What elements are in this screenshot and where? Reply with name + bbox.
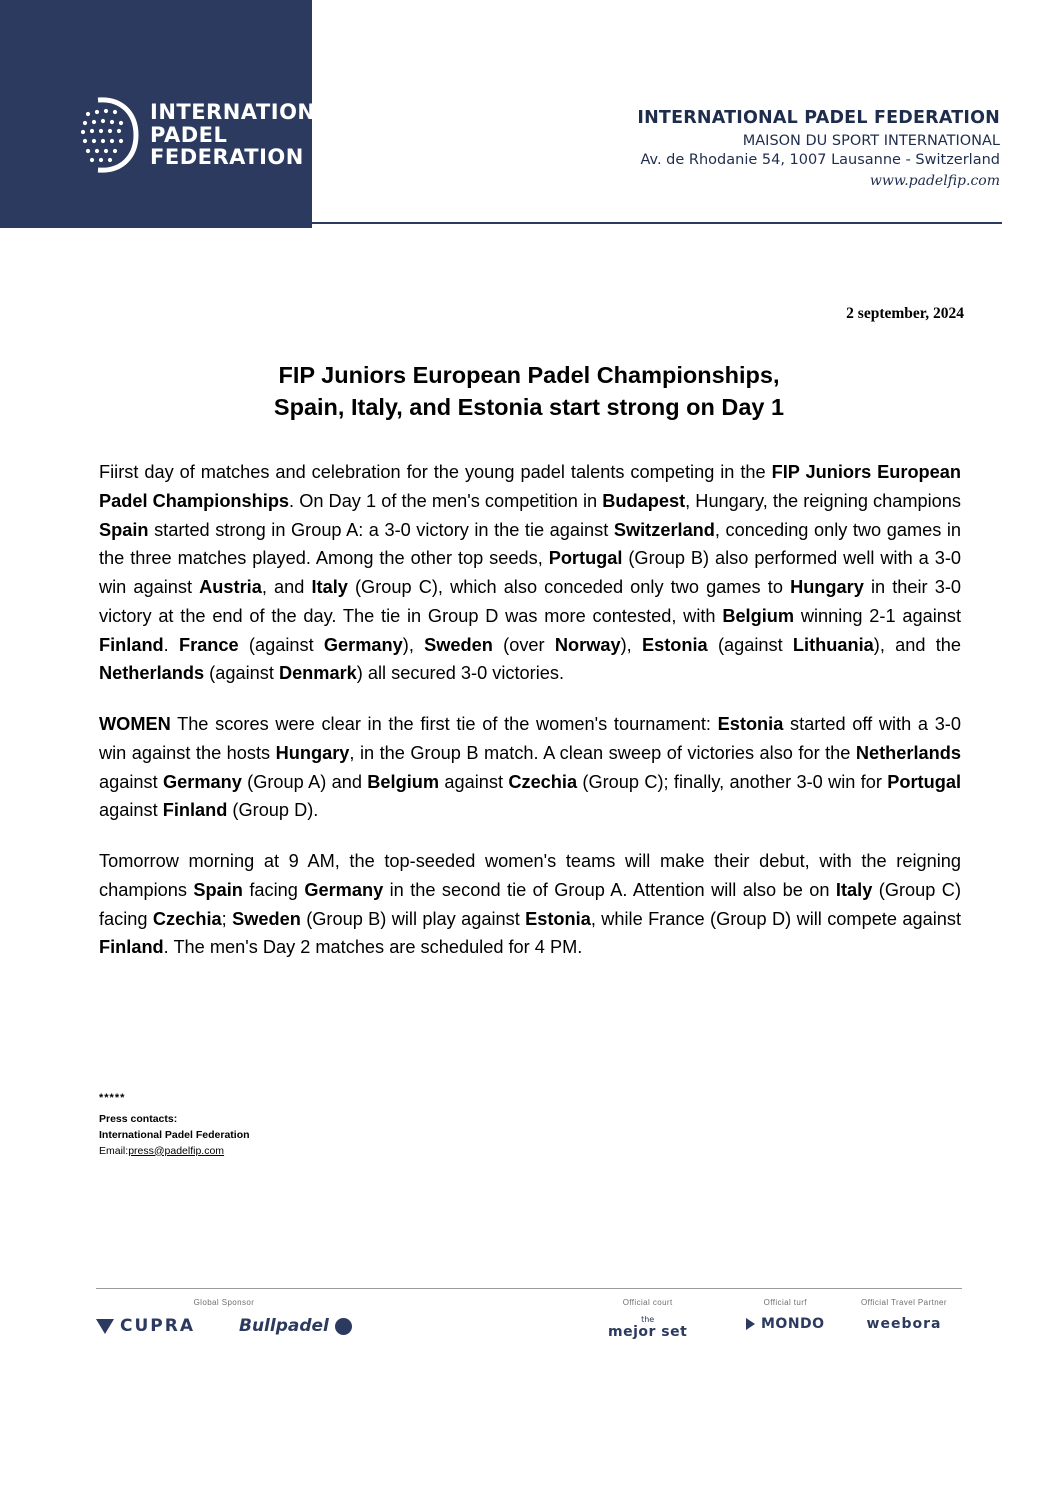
press-contacts-email-row <box>99 1144 250 1160</box>
page-title <box>96 360 962 423</box>
paragraph-tomorrow: Tomorrow morning at 9 AM, the top-seeded women's teams will make their debut, with the reigning champions Spain facing Germany in the second tie of Group A. Attention will also be on Italy (Group C) facing Czechia; Sweden (Group B) will play against Estonia, while France (Group D) will compete against Finland. The men's Day 2 matches are scheduled for 4 PM. <box>99 851 961 958</box>
logo-line-3: FEDERATION <box>150 145 304 170</box>
federation-website: www.padelfip.com <box>869 173 1000 189</box>
sponsor-row-global <box>96 1316 352 1336</box>
article-body <box>99 458 961 984</box>
ipf-logo <box>78 96 346 174</box>
sponsor-label-global: Global Sponsor <box>193 1298 255 1307</box>
title-line-2: Spain, Italy, and Estonia start strong on Day 1 <box>273 393 785 420</box>
ipf-logo-text <box>150 101 346 169</box>
cupra-logo <box>96 1316 195 1336</box>
mondo-logo-text: MONDO <box>761 1316 825 1332</box>
sponsor-group-global <box>96 1298 352 1336</box>
federation-contact-block <box>637 108 1000 189</box>
email-link[interactable]: press@padelfip.com <box>128 1144 225 1157</box>
title-line-1: FIP Juniors European Padel Championships, <box>278 362 780 388</box>
email-label: Email: <box>99 1144 129 1157</box>
sponsor-group-court <box>608 1298 687 1340</box>
cupra-logo-text: CUPRA <box>120 1316 195 1336</box>
sponsor-row-travel <box>867 1316 942 1332</box>
padel-ball-icon <box>78 96 140 174</box>
bullpadel-logo-text: Bullpadel <box>239 1316 329 1336</box>
sponsor-label-travel: Official Travel Partner <box>861 1298 947 1307</box>
weebora-logo-text: weebora <box>866 1316 942 1332</box>
sponsor-group-turf <box>746 1298 825 1332</box>
contacts-separator: ***** <box>99 1092 126 1104</box>
mejorset-superscript: the <box>641 1315 655 1324</box>
press-contacts <box>99 1112 250 1159</box>
federation-name: INTERNATIONAL PADEL FEDERATION <box>637 108 1000 128</box>
mondo-arrow-icon <box>746 1318 755 1330</box>
sponsor-label-court: Official court <box>622 1298 673 1307</box>
mondo-logo <box>746 1316 825 1332</box>
document-date: 2 september, 2024 <box>846 305 964 322</box>
paragraph-women: WOMEN The scores were clear in the first tie of the women's tournament: Estonia started off with a 3-0 win against the hosts Hungary, in the Group B match. A clean sweep of victories also for the Netherlands against Germany (Group A) and Belgium against Czechia (Group C); finally, another 3-0 win for Portugal against Finland (Group D). <box>99 714 961 821</box>
sponsor-label-turf: Official turf <box>763 1298 807 1307</box>
weebora-logo <box>867 1316 942 1332</box>
paragraph-men: Fiirst day of matches and celebration for the young padel talents competing in the FIP Juniors European Padel Championships. On Day 1 of the men's competition in Budapest, Hungary, the reigning champions Spain started strong in Group A: a 3-0 victory in the tie against Switzerland, conceding only two games in the three matches played. Among the other top seeds, Portugal (Group B) also performed well with a 3-0 win against Austria, and Italy (Group C), which also conceded only two games to Hungary in their 3-0 victory at the end of the day. The tie in Group D was more contested, with Belgium winning 2-1 against Finland. France (against Germany), Sweden (over Norway), Estonia (against Lithuania), and the Netherlands (against Denmark) all secured 3-0 victories. <box>99 462 962 684</box>
sponsor-group-travel <box>861 1298 947 1332</box>
footer-divider <box>96 1288 962 1289</box>
bullpadel-oval-icon <box>335 1318 352 1335</box>
sponsor-row-court <box>608 1316 687 1340</box>
header-divider <box>312 222 1002 224</box>
logo-line-1: INTERNATIONAL <box>150 99 347 124</box>
document-header <box>0 0 1058 228</box>
federation-address-line1: MAISON DU SPORT INTERNATIONAL <box>742 133 1000 149</box>
bullpadel-logo <box>239 1316 352 1336</box>
mejorset-logo-text: mejor set <box>608 1324 688 1340</box>
mejorset-logo <box>608 1316 687 1340</box>
sponsor-footer <box>96 1294 962 1364</box>
federation-address-line2: Av. de Rhodanie 54, 1007 Lausanne - Switzerland <box>640 152 1000 168</box>
header-navy-edge <box>0 0 55 228</box>
press-contacts-organization: International Padel Federation <box>99 1128 250 1141</box>
press-contacts-heading: Press contacts: <box>99 1113 178 1125</box>
cupra-triangle-icon <box>96 1319 114 1334</box>
sponsor-row-turf <box>746 1316 825 1332</box>
logo-line-2: PADEL <box>150 122 228 147</box>
